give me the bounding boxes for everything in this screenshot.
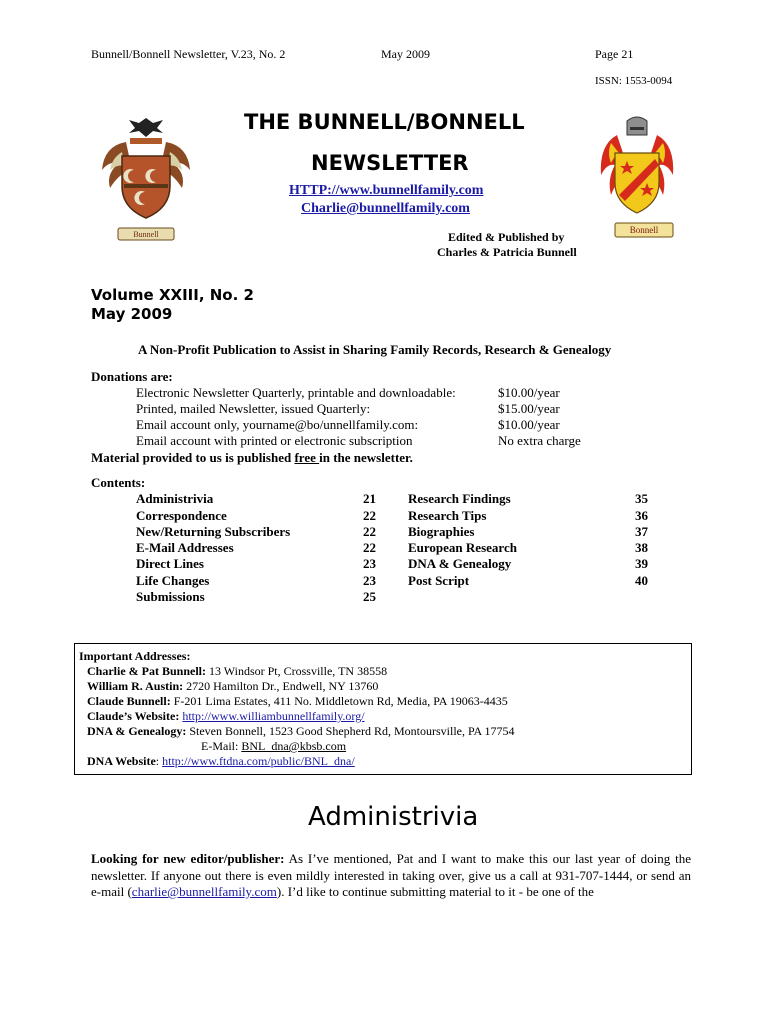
toc-entry-title[interactable]: Research Findings — [408, 491, 511, 506]
address-label: Claude’s Website: — [87, 709, 180, 723]
publication-subtitle: A Non-Profit Publication to Assist in Sharing Family Records, Research & Genealogy — [138, 342, 612, 357]
volume-number: Volume XXIII, No. 2 — [91, 286, 254, 304]
issn: ISSN: 1553-0094 — [595, 75, 673, 87]
toc-entry-title[interactable]: Biographies — [408, 524, 475, 539]
address-colon: : — [155, 754, 160, 768]
donation-item-label: Printed, mailed Newsletter, issued Quarterly: — [136, 401, 371, 416]
toc-entry-title[interactable]: Post Script — [408, 573, 470, 588]
toc-entry-page: 40 — [635, 573, 648, 588]
toc-entry-title[interactable]: E-Mail Addresses — [136, 540, 234, 555]
address-label: E-Mail: — [201, 739, 239, 753]
donation-item-price: $15.00/year — [498, 401, 560, 416]
paragraph-text: As I’ve mentioned, Pat and I want to make this our last year of doing the newsletter. If anyone out there is even mildly interested in taking over, give us a call at 931-707-1444, or send an e-mail ( — [91, 851, 691, 899]
free-material-note — [91, 450, 413, 466]
address-text: Steven Bonnell, 1523 Good Shepherd Rd, Montoursville, PA 17754 — [189, 724, 515, 738]
running-header-left: Bunnell/Bonnell Newsletter, V.23, No. 2 — [91, 47, 286, 61]
toc-entry-title[interactable]: DNA & Genealogy — [408, 556, 512, 571]
donation-item-label: Electronic Newsletter Quarterly, printable and downloadable: — [136, 385, 456, 400]
toc-entry-title[interactable]: Administrivia — [136, 491, 214, 506]
donation-item-price: No extra charge — [498, 433, 581, 448]
bunnell-crest-image — [96, 112, 196, 247]
donation-item-price: $10.00/year — [498, 417, 560, 432]
edited-by-line2: Charles & Patricia Bunnell — [437, 245, 577, 259]
toc-entry-page: 38 — [635, 540, 648, 555]
claude-website-link[interactable]: http://www.williambunnellfamily.org/ — [182, 709, 365, 723]
address-text: 13 Windsor Pt, Crossville, TN 38558 — [209, 664, 388, 678]
addresses-heading: Important Addresses: — [79, 649, 191, 663]
address-label: DNA & Genealogy: — [87, 724, 187, 738]
free-note-emphasis: free — [294, 450, 320, 465]
address-label: DNA Website — [87, 754, 156, 768]
address-line — [87, 664, 387, 679]
newsletter-title-line1: THE BUNNELL/BONNELL — [244, 110, 525, 134]
important-addresses-box — [74, 643, 692, 775]
bunnell-crest-label: Bunnell — [133, 230, 159, 239]
dna-email-link[interactable]: BNL_dna@kbsb.com — [241, 739, 347, 753]
address-label: Charlie & Pat Bunnell: — [87, 664, 206, 678]
address-label: William R. Austin: — [87, 679, 184, 693]
address-label: Claude Bunnell: — [87, 694, 171, 708]
toc-entry-page: 22 — [363, 508, 376, 523]
donation-item-price: $10.00/year — [498, 385, 560, 400]
donation-item-label: Email account only, yourname@bo/unnellfamily.com: — [136, 417, 419, 432]
donation-item-label: Email account with printed or electronic subscription — [136, 433, 413, 448]
toc-entry-title[interactable]: Life Changes — [136, 573, 210, 588]
bonnell-crest-image — [597, 113, 677, 243]
toc-entry-title[interactable]: Direct Lines — [136, 556, 204, 571]
address-line — [87, 709, 365, 724]
dna-website-link[interactable]: http://www.ftdna.com/public/BNL_dna/ — [162, 754, 355, 768]
paragraph-text-end: ). I’d like to continue submitting material to it - be one of the — [276, 884, 594, 899]
toc-entry-page: 36 — [635, 508, 648, 523]
address-line — [87, 694, 508, 709]
website-link[interactable]: HTTP://www.bunnellfamily.com — [289, 183, 484, 198]
toc-entry-page: 39 — [635, 556, 648, 571]
contents-heading: Contents: — [91, 475, 146, 490]
running-header-date: May 2009 — [381, 47, 430, 61]
address-line — [87, 724, 515, 739]
toc-entry-page: 25 — [363, 589, 376, 604]
bonnell-crest-label: Bonnell — [629, 225, 659, 235]
donations-heading: Donations are: — [91, 369, 173, 384]
paragraph-lead: Looking for new editor/publisher: — [91, 851, 285, 866]
edited-by-line1: Edited & Published by — [448, 230, 565, 244]
address-line — [87, 754, 355, 769]
contact-email-link[interactable]: charlie@bunnellfamily.com — [131, 884, 277, 899]
toc-entry-title[interactable]: New/Returning Subscribers — [136, 524, 291, 539]
body-paragraph — [91, 851, 691, 901]
address-text: 2720 Hamilton Dr., Endwell, NY 13760 — [186, 679, 379, 693]
toc-entry-page: 23 — [363, 573, 376, 588]
toc-entry-title[interactable]: Submissions — [136, 589, 205, 604]
toc-entry-page: 21 — [363, 491, 376, 506]
toc-entry-page: 23 — [363, 556, 376, 571]
newsletter-title-line2: NEWSLETTER — [311, 151, 469, 175]
address-line — [201, 739, 346, 754]
toc-entry-page: 37 — [635, 524, 648, 539]
free-note-post: in the newsletter. — [319, 450, 413, 465]
toc-entry-title[interactable]: European Research — [408, 540, 517, 555]
email-link[interactable]: Charlie@bunnellfamily.com — [301, 201, 470, 216]
toc-entry-page: 22 — [363, 524, 376, 539]
toc-entry-page: 22 — [363, 540, 376, 555]
free-note-pre: Material provided to us is published — [91, 450, 295, 465]
toc-entry-title[interactable]: Correspondence — [136, 508, 227, 523]
section-heading: Administrivia — [308, 802, 479, 832]
toc-entry-title[interactable]: Research Tips — [408, 508, 487, 523]
address-line — [87, 679, 378, 694]
toc-entry-page: 35 — [635, 491, 648, 506]
volume-date: May 2009 — [91, 305, 173, 323]
address-text: F-201 Lima Estates, 411 No. Middletown Rd, Media, PA 19063-4435 — [173, 694, 508, 708]
running-header-page: Page 21 — [595, 47, 634, 61]
